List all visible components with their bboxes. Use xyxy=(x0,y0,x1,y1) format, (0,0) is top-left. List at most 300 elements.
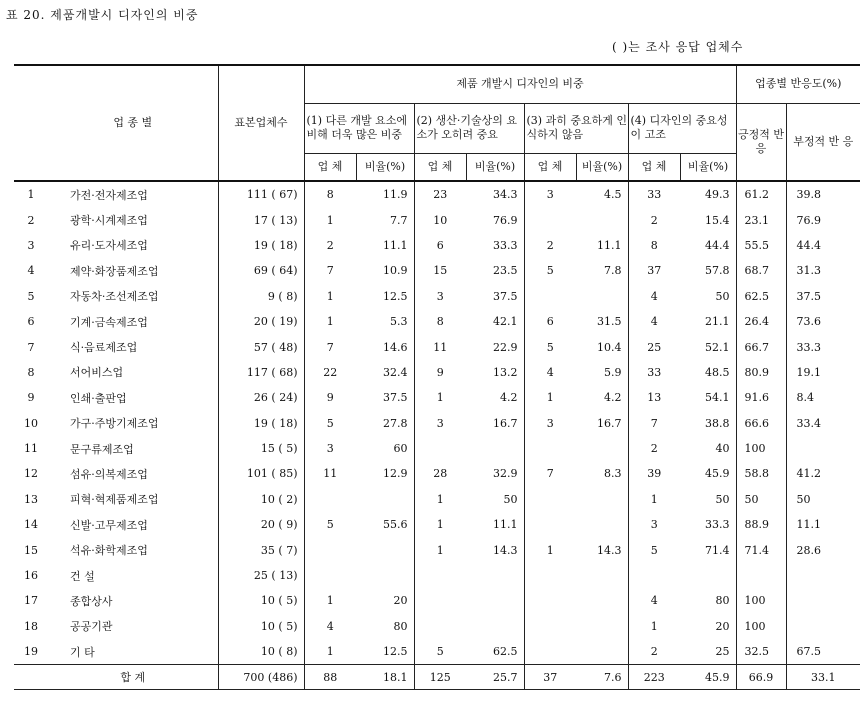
opt1-ratio: 80 xyxy=(356,614,414,639)
opt4-firms: 2 xyxy=(650,442,658,456)
row-number: 15 xyxy=(24,543,38,557)
opt1-ratio xyxy=(356,487,414,512)
negative-response xyxy=(786,563,860,588)
negative-response: 39.8 xyxy=(796,188,821,202)
opt4-ratio: 48.5 xyxy=(680,360,736,385)
total-r3: 7.6 xyxy=(576,665,628,690)
opt2-ratio: 50 xyxy=(466,487,524,512)
opt4-ratio: 21.1 xyxy=(680,309,736,334)
positive-response: 61.2 xyxy=(736,181,786,207)
opt2-firms: 1 xyxy=(436,543,444,557)
opt1-firms: 4 xyxy=(326,619,334,633)
table-row xyxy=(14,436,860,461)
table-row xyxy=(14,284,860,309)
opt1-ratio: 12.5 xyxy=(356,284,414,309)
opt3-firms: 2 xyxy=(546,238,554,252)
opt3-ratio xyxy=(576,207,628,232)
opt4-firms: 13 xyxy=(647,391,662,405)
opt3-firms: 7 xyxy=(546,467,554,481)
opt4-firms: 8 xyxy=(650,238,658,252)
total-r4: 45.9 xyxy=(680,665,736,690)
industry-name: 문구류제조업 xyxy=(48,436,218,461)
firms-header-2: 업 체 xyxy=(414,153,466,181)
table-row xyxy=(14,181,860,207)
opt1-firms: 1 xyxy=(326,213,334,227)
total-c3: 37 xyxy=(524,665,576,690)
sample-count: 10 ( 2) xyxy=(218,487,304,512)
design-weight-table xyxy=(14,64,860,690)
opt4-firms: 1 xyxy=(650,492,658,506)
positive-response: 100 xyxy=(736,614,786,639)
table-row xyxy=(14,334,860,359)
option4-header: (4) 디자인의 중요성이 고조 xyxy=(628,103,736,153)
positive-response: 55.5 xyxy=(736,233,786,258)
opt2-firms xyxy=(414,563,466,588)
positive-response: 62.5 xyxy=(736,284,786,309)
opt2-ratio: 42.1 xyxy=(466,309,524,334)
opt3-ratio: 4.5 xyxy=(576,181,628,207)
opt4-ratio: 71.4 xyxy=(680,537,736,562)
row-number-header xyxy=(14,65,48,181)
ratio-header-1: 비율(%) xyxy=(356,153,414,181)
ratio-header-4: 비율(%) xyxy=(680,153,736,181)
row-number: 16 xyxy=(24,569,38,583)
opt2-ratio: 11.1 xyxy=(466,512,524,537)
total-r1: 18.1 xyxy=(356,665,414,690)
total-sample: 700 (486) xyxy=(218,665,304,690)
table-row xyxy=(14,360,860,385)
opt2-ratio: 13.2 xyxy=(466,360,524,385)
row-number: 5 xyxy=(27,289,35,303)
ratio-header-3: 비율(%) xyxy=(576,153,628,181)
industry-name: 유리·도자세조업 xyxy=(48,233,218,258)
positive-response: 32.5 xyxy=(736,639,786,665)
table-row xyxy=(14,385,860,410)
industry-name: 석유·화학제조업 xyxy=(48,537,218,562)
opt1-ratio: 55.6 xyxy=(356,512,414,537)
opt3-ratio: 4.2 xyxy=(576,385,628,410)
opt1-firms: 1 xyxy=(326,315,334,329)
opt4-ratio: 38.8 xyxy=(680,411,736,436)
opt1-ratio xyxy=(356,563,414,588)
opt2-firms: 1 xyxy=(436,391,444,405)
positive-response: 58.8 xyxy=(736,461,786,486)
opt3-firms xyxy=(524,563,576,588)
opt4-firms: 25 xyxy=(647,340,662,354)
opt4-ratio: 44.4 xyxy=(680,233,736,258)
total-c1: 88 xyxy=(304,665,356,690)
opt3-firms xyxy=(524,284,576,309)
opt2-firms: 5 xyxy=(436,645,444,659)
positive-response: 91.6 xyxy=(736,385,786,410)
negative-header: 부정적 반 응 xyxy=(793,134,854,148)
opt3-firms: 1 xyxy=(546,543,554,557)
negative-response: 50 xyxy=(796,492,811,506)
opt4-firms: 2 xyxy=(650,213,658,227)
positive-response: 80.9 xyxy=(736,360,786,385)
table-row xyxy=(14,563,860,588)
opt1-ratio: 14.6 xyxy=(356,334,414,359)
opt1-ratio: 37.5 xyxy=(356,385,414,410)
sample-count: 101 ( 85) xyxy=(218,461,304,486)
opt1-ratio: 12.9 xyxy=(356,461,414,486)
table-row xyxy=(14,639,860,665)
sample-count: 19 ( 18) xyxy=(218,411,304,436)
opt4-firms xyxy=(628,563,680,588)
positive-response: 26.4 xyxy=(736,309,786,334)
opt2-firms: 15 xyxy=(433,264,448,278)
negative-response xyxy=(786,614,860,639)
total-row xyxy=(14,665,860,690)
opt1-ratio: 32.4 xyxy=(356,360,414,385)
industry-name: 가구·주방기제조업 xyxy=(48,411,218,436)
opt4-firms: 3 xyxy=(650,518,658,532)
industry-name: 섬유·의복제조업 xyxy=(48,461,218,486)
opt3-ratio: 14.3 xyxy=(576,537,628,562)
table-row xyxy=(14,487,860,512)
row-number: 11 xyxy=(24,442,38,456)
opt1-ratio: 27.8 xyxy=(356,411,414,436)
opt3-ratio xyxy=(576,436,628,461)
row-number: 2 xyxy=(27,213,35,227)
opt4-firms: 1 xyxy=(650,619,658,633)
opt4-firms: 33 xyxy=(647,188,662,202)
table-row xyxy=(14,258,860,283)
table-row xyxy=(14,207,860,232)
sample-count: 26 ( 24) xyxy=(218,385,304,410)
negative-response: 31.3 xyxy=(796,264,821,278)
table-note: ( )는 조사 응답 업체수 xyxy=(612,40,744,54)
row-number: 7 xyxy=(27,340,35,354)
positive-response: 23.1 xyxy=(736,207,786,232)
industry-name: 공공기관 xyxy=(48,614,218,639)
opt2-ratio: 14.3 xyxy=(466,537,524,562)
opt4-ratio: 80 xyxy=(680,588,736,613)
opt2-firms: 1 xyxy=(436,492,444,506)
positive-response: 100 xyxy=(736,588,786,613)
opt4-firms: 4 xyxy=(650,315,658,329)
opt3-ratio: 11.1 xyxy=(576,233,628,258)
industry-name: 신발·고무제조업 xyxy=(48,512,218,537)
positive-response: 66.7 xyxy=(736,334,786,359)
row-number: 3 xyxy=(27,238,35,252)
opt3-ratio: 7.8 xyxy=(576,258,628,283)
opt1-firms: 22 xyxy=(323,365,338,379)
opt3-firms: 4 xyxy=(546,365,554,379)
opt2-firms: 23 xyxy=(433,188,448,202)
opt3-firms xyxy=(524,512,576,537)
opt1-firms: 1 xyxy=(326,594,334,608)
opt1-firms: 5 xyxy=(326,518,334,532)
opt1-firms: 1 xyxy=(326,289,334,303)
opt3-ratio: 10.4 xyxy=(576,334,628,359)
sample-count: 25 ( 13) xyxy=(218,563,304,588)
total-r2: 25.7 xyxy=(466,665,524,690)
opt3-firms xyxy=(524,207,576,232)
opt3-ratio: 8.3 xyxy=(576,461,628,486)
opt2-ratio: 62.5 xyxy=(466,639,524,665)
opt2-firms: 1 xyxy=(436,518,444,532)
opt3-firms xyxy=(524,487,576,512)
opt4-ratio: 40 xyxy=(680,436,736,461)
opt3-ratio xyxy=(576,284,628,309)
opt3-ratio xyxy=(576,588,628,613)
row-number: 8 xyxy=(27,365,35,379)
sample-count: 15 ( 5) xyxy=(218,436,304,461)
positive-response: 100 xyxy=(736,436,786,461)
opt2-firms xyxy=(414,436,466,461)
opt2-ratio: 16.7 xyxy=(466,411,524,436)
opt2-ratio xyxy=(466,563,524,588)
opt2-ratio: 37.5 xyxy=(466,284,524,309)
negative-response: 11.1 xyxy=(796,518,821,532)
opt2-firms: 28 xyxy=(433,467,448,481)
table-row xyxy=(14,411,860,436)
sample-count: 35 ( 7) xyxy=(218,537,304,562)
row-number: 4 xyxy=(27,264,35,278)
industry-name: 기계·금속제조업 xyxy=(48,309,218,334)
sample-count: 9 ( 8) xyxy=(218,284,304,309)
positive-response: 50 xyxy=(736,487,786,512)
opt4-firms: 39 xyxy=(647,467,662,481)
table-row xyxy=(14,461,860,486)
industry-name: 기 타 xyxy=(48,639,218,665)
row-number: 1 xyxy=(27,188,35,202)
negative-response: 8.4 xyxy=(796,391,814,405)
opt2-firms: 11 xyxy=(433,340,448,354)
opt3-ratio xyxy=(576,639,628,665)
opt1-ratio: 5.3 xyxy=(356,309,414,334)
industry-name: 서어비스업 xyxy=(48,360,218,385)
opt4-ratio: 50 xyxy=(680,284,736,309)
positive-header: 긍정적 반 응 xyxy=(736,103,786,181)
opt1-firms xyxy=(304,537,356,562)
opt2-firms: 8 xyxy=(436,315,444,329)
opt3-firms: 6 xyxy=(546,315,554,329)
negative-response: 41.2 xyxy=(796,467,821,481)
industry-name: 자동차·조선제조업 xyxy=(48,284,218,309)
opt2-ratio xyxy=(466,436,524,461)
opt2-firms xyxy=(414,588,466,613)
row-number: 17 xyxy=(24,594,38,608)
negative-response: 73.6 xyxy=(796,315,821,329)
opt1-ratio: 20 xyxy=(356,588,414,613)
opt1-ratio: 12.5 xyxy=(356,639,414,665)
opt1-ratio: 11.1 xyxy=(356,233,414,258)
opt2-ratio: 32.9 xyxy=(466,461,524,486)
industry-header: 업 종 별 xyxy=(48,65,218,181)
total-negative: 33.1 xyxy=(786,665,860,690)
negative-response: 33.3 xyxy=(796,340,821,354)
opt4-ratio: 57.8 xyxy=(680,258,736,283)
opt1-firms: 7 xyxy=(326,264,334,278)
opt4-ratio: 52.1 xyxy=(680,334,736,359)
opt2-ratio: 33.3 xyxy=(466,233,524,258)
row-number: 12 xyxy=(24,467,38,481)
opt1-ratio: 10.9 xyxy=(356,258,414,283)
opt1-firms: 5 xyxy=(326,416,334,430)
negative-response xyxy=(786,436,860,461)
total-c4: 223 xyxy=(628,665,680,690)
row-number: 14 xyxy=(24,518,38,532)
sample-count: 69 ( 64) xyxy=(218,258,304,283)
negative-response: 44.4 xyxy=(796,238,821,252)
total-c2: 125 xyxy=(414,665,466,690)
table-row xyxy=(14,309,860,334)
opt1-firms: 8 xyxy=(326,188,334,202)
opt4-ratio: 54.1 xyxy=(680,385,736,410)
opt3-firms: 5 xyxy=(546,264,554,278)
opt2-ratio: 4.2 xyxy=(466,385,524,410)
table-title: 표 20. 제품개발시 디자인의 비중 xyxy=(6,8,199,22)
industry-name: 종합상사 xyxy=(48,588,218,613)
opt2-firms xyxy=(414,614,466,639)
positive-response: 71.4 xyxy=(736,537,786,562)
firms-header-1: 업 체 xyxy=(304,153,356,181)
opt4-ratio: 15.4 xyxy=(680,207,736,232)
negative-response: 76.9 xyxy=(796,213,821,227)
table-row xyxy=(14,537,860,562)
option3-header: (3) 과히 중요하게 인식하지 않음 xyxy=(524,103,628,153)
opt2-ratio: 23.5 xyxy=(466,258,524,283)
opt2-ratio: 34.3 xyxy=(466,181,524,207)
sample-count: 10 ( 5) xyxy=(218,614,304,639)
opt1-firms: 11 xyxy=(323,467,338,481)
table-row xyxy=(14,233,860,258)
response-group-header: 업종별 반응도(%) xyxy=(736,65,860,103)
opt4-ratio: 50 xyxy=(680,487,736,512)
opt3-firms: 1 xyxy=(546,391,554,405)
sample-header: 표본업체수 xyxy=(218,65,304,181)
opt3-ratio: 5.9 xyxy=(576,360,628,385)
sample-count: 10 ( 5) xyxy=(218,588,304,613)
opt2-firms: 3 xyxy=(436,289,444,303)
firms-header-3: 업 체 xyxy=(524,153,576,181)
negative-response: 28.6 xyxy=(796,543,821,557)
option1-header: (1) 다른 개발 요소에 비해 더욱 많은 비중 xyxy=(304,103,414,153)
opt2-firms: 6 xyxy=(436,238,444,252)
opt1-firms xyxy=(304,487,356,512)
ratio-header-2: 비율(%) xyxy=(466,153,524,181)
opt1-firms: 1 xyxy=(326,645,334,659)
opt3-firms xyxy=(524,614,576,639)
positive-response: 66.6 xyxy=(736,411,786,436)
opt4-firms: 7 xyxy=(650,416,658,430)
row-number: 10 xyxy=(24,416,38,430)
negative-response: 67.5 xyxy=(796,645,821,659)
table-row xyxy=(14,588,860,613)
opt4-firms: 2 xyxy=(650,645,658,659)
row-number: 9 xyxy=(27,391,35,405)
total-label: 합 계 xyxy=(48,665,218,690)
negative-response: 37.5 xyxy=(796,289,821,303)
opt3-firms xyxy=(524,588,576,613)
opt3-firms: 3 xyxy=(546,416,554,430)
opt1-ratio: 11.9 xyxy=(356,181,414,207)
industry-name: 인쇄·출판업 xyxy=(48,385,218,410)
opt4-ratio: 49.3 xyxy=(680,181,736,207)
opt3-firms xyxy=(524,639,576,665)
industry-name: 제약·화장품제조업 xyxy=(48,258,218,283)
row-number: 19 xyxy=(24,645,38,659)
row-number: 6 xyxy=(27,315,35,329)
industry-name: 가전·전자제조업 xyxy=(48,181,218,207)
opt2-ratio xyxy=(466,614,524,639)
opt1-ratio: 60 xyxy=(356,436,414,461)
opt3-ratio xyxy=(576,614,628,639)
opt1-firms: 3 xyxy=(326,442,334,456)
opt4-ratio xyxy=(680,563,736,588)
table-row xyxy=(14,512,860,537)
opt3-firms: 3 xyxy=(546,188,554,202)
industry-name: 광학·시계제조업 xyxy=(48,207,218,232)
industry-name: 건 설 xyxy=(48,563,218,588)
opt1-ratio: 7.7 xyxy=(356,207,414,232)
opt2-ratio: 76.9 xyxy=(466,207,524,232)
positive-response xyxy=(736,563,786,588)
opt4-firms: 33 xyxy=(647,365,662,379)
industry-name: 식·음료제조업 xyxy=(48,334,218,359)
opt1-firms: 2 xyxy=(326,238,334,252)
opt2-ratio: 22.9 xyxy=(466,334,524,359)
sample-count: 20 ( 9) xyxy=(218,512,304,537)
opt4-ratio: 45.9 xyxy=(680,461,736,486)
row-number: 18 xyxy=(24,619,38,633)
opt4-ratio: 33.3 xyxy=(680,512,736,537)
opt4-ratio: 20 xyxy=(680,614,736,639)
opt1-firms xyxy=(304,563,356,588)
sample-count: 19 ( 18) xyxy=(218,233,304,258)
opt4-firms: 5 xyxy=(650,543,658,557)
positive-response: 88.9 xyxy=(736,512,786,537)
opt1-ratio xyxy=(356,537,414,562)
table-row xyxy=(14,614,860,639)
negative-response xyxy=(786,588,860,613)
sample-count: 111 ( 67) xyxy=(218,181,304,207)
opt3-ratio: 31.5 xyxy=(576,309,628,334)
firms-header-4: 업 체 xyxy=(628,153,680,181)
negative-response: 33.4 xyxy=(796,416,821,430)
sample-count: 57 ( 48) xyxy=(218,334,304,359)
positive-response: 68.7 xyxy=(736,258,786,283)
row-number: 13 xyxy=(24,492,38,506)
opt2-firms: 3 xyxy=(436,416,444,430)
sample-count: 17 ( 13) xyxy=(218,207,304,232)
opt3-ratio: 16.7 xyxy=(576,411,628,436)
opt1-firms: 7 xyxy=(326,340,334,354)
opt3-firms: 5 xyxy=(546,340,554,354)
opt4-ratio: 25 xyxy=(680,639,736,665)
sample-count: 117 ( 68) xyxy=(218,360,304,385)
opt2-firms: 9 xyxy=(436,365,444,379)
opt2-ratio xyxy=(466,588,524,613)
opt3-ratio xyxy=(576,563,628,588)
negative-response: 19.1 xyxy=(796,365,821,379)
industry-name: 피혁·혁제품제조업 xyxy=(48,487,218,512)
opt1-firms: 9 xyxy=(326,391,334,405)
option2-header: (2) 생산·기술상의 요소가 오히려 중요 xyxy=(414,103,524,153)
opt3-firms xyxy=(524,436,576,461)
opt4-firms: 4 xyxy=(650,594,658,608)
design-weight-group-header: 제품 개발시 디자인의 비중 xyxy=(304,65,736,103)
total-positive: 66.9 xyxy=(736,665,786,690)
opt4-firms: 37 xyxy=(647,264,662,278)
opt3-ratio xyxy=(576,487,628,512)
sample-count: 10 ( 8) xyxy=(218,639,304,665)
opt2-firms: 10 xyxy=(433,213,448,227)
sample-count: 20 ( 19) xyxy=(218,309,304,334)
opt4-firms: 4 xyxy=(650,289,658,303)
